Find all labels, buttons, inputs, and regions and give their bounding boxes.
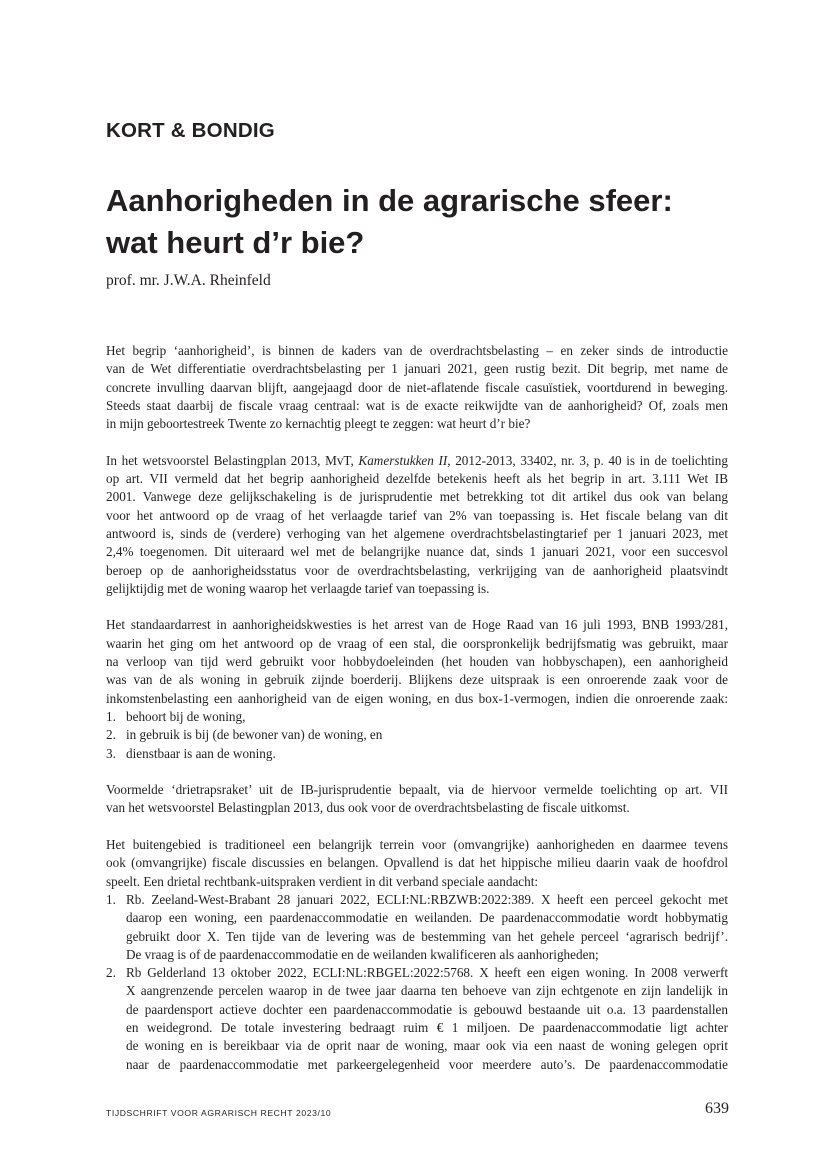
text-line: daarop een woning, een paardenaccommodatie en weilanden. De paardenaccommodatie wordt hobbymatig (126, 910, 728, 926)
list-text (126, 964, 728, 1074)
title-line-1: Aanhorigheden in de agrarische sfeer: (106, 183, 673, 218)
text-line: was van de als woning in gebruik zijnde boerderij. Blijkens deze uitspraak is een onroerende zaak voor de (106, 672, 728, 688)
text-line: Steeds staat daarbij de fiscale vraag centraal: wat is de exacte reikwijdte van de aanhorigheid? Of, zoals men (106, 397, 728, 413)
paragraph-intro (106, 342, 728, 433)
text-line (106, 452, 728, 470)
criteria-list (106, 708, 728, 763)
text-line: speelt. Een drietal rechtbank-uitspraken verdient in dit verband speciale aandacht: (106, 873, 539, 889)
author: prof. mr. J.W.A. Rheinfeld (106, 272, 271, 289)
text-line: ook (omvangrijke) fiscale discussies en belangen. Opvallend is dat het hippische milieu daarin vaak de hoofdrol (106, 855, 728, 871)
paragraph-standaardarrest (106, 616, 728, 707)
citation-emphasis: Kamerstukken II (358, 452, 448, 468)
text-line: de paardensport actieve dochter een paardenaccommodatie is gebouwd bestaande uit o.a. 13 paardenstallen (126, 1001, 728, 1017)
list-text: behoort bij de woning, (126, 708, 246, 724)
paragraph-belastingplan (106, 452, 728, 598)
text-line: Rb. Zeeland-West-Brabant 28 januari 2022, ECLI:NL:RBZWB:2022:389. X heeft een perceel gekocht met (126, 891, 728, 907)
article-title (106, 180, 746, 264)
text-line: naar de paardenaccommodatie met parkeergelegenheid voor meerdere auto’s. De paardenaccommodatie (126, 1056, 728, 1072)
text-line: gelijktijdig met de woning waarop het verlaagde tarief van toepassing is. (106, 580, 490, 596)
text-line: 2001. Vanwege deze gelijkschakeling is de jurisprudentie met betrekking tot dit artikel dus ook van belang (106, 489, 728, 505)
text-line: in mijn geboortestreek Twente zo kernachtig pleegt te zeggen: wat heurt d’r bie? (106, 416, 531, 432)
title-line-2: wat heurt d’r bie? (106, 225, 365, 260)
list-number: 2. (106, 965, 116, 981)
list-item (106, 726, 728, 744)
text-fragment: In het wetsvoorstel Belastingplan 2013, MvT, (106, 452, 359, 468)
paragraph-buitengebied (106, 836, 728, 891)
text-line: concrete invulling daarvan blijft, aangejaagd door de niet-aflatende fiscale casuïstiek, voortdurend in beweging. (106, 379, 728, 395)
text-fragment: , 2012-2013, 33402, nr. 3, p. 40 is in de toelichting (447, 452, 728, 468)
text-line: Het buitengebied is traditioneel een belangrijk terrein voor (omvangrijke) aanhorigheden en daarmee tevens (106, 837, 728, 853)
journal-footer: TIJDSCHRIFT VOOR AGRARISCH RECHT 2023/10 (106, 1108, 332, 1118)
list-number: 3. (106, 745, 116, 761)
list-text: in gebruik is bij (de bewoner van) de woning, en (126, 727, 383, 743)
list-item (106, 964, 728, 1074)
list-item (106, 891, 728, 964)
paragraph-drietrapsraket (106, 781, 728, 818)
text-line: gebruikt door X. Ten tijde van de levering was de bestemming van het gehele perceel ‘agrarisch bedrijf’. (126, 928, 728, 944)
text-line: van de Wet differentiatie overdrachtsbelasting per 1 januari 2021, geen rustig bezit. Dit begrip, met name de (106, 361, 728, 377)
text-line: van het wetsvoorstel Belastingplan 2013, dus ook voor de overdrachtsbelasting de fiscale uitkomst. (106, 800, 630, 816)
text-line: X aangrenzende percelen waarop in de twee jaar daarna ten behoeve van zijn echtgenote en zijn landelijk in (126, 983, 728, 999)
text-line: na verloop van tijd werd gebruikt voor hobbydoeleinden (het houden van hobbyschapen), een aanhorigheid (106, 654, 728, 670)
text-line: en weidegrond. De totale investering bedraagt ruim € 1 miljoen. De paardenaccommodatie ligt achter (126, 1019, 728, 1035)
text-line: Voormelde ‘drietrapsraket’ uit de IB-jurisprudentie bepaalt, via de hiervoor vermelde toelichting op art. VII (106, 782, 728, 798)
text-line: inkomstenbelasting een aanhorigheid van de eigen woning, en dus box-1-vermogen, indien die onroerende zaak: (106, 690, 728, 706)
list-number: 1. (106, 891, 116, 907)
list-text: dienstbaar is aan de woning. (126, 745, 276, 761)
text-line: beroep op de aanhorigheidsstatus voor de overdrachtsbelasting, verkrijging van de aanhorigheid plaatsvindt (106, 562, 728, 578)
article-body (106, 342, 728, 1074)
list-number: 1. (106, 708, 116, 724)
text-line: antwoord is, sinds de (verdere) verhoging van het algemene overdrachtsbelastingtarief per 1 januari 2023, met (106, 525, 728, 541)
text-line: 2,4% toegenomen. Dit uiteraard wel met de belangrijke nuance dat, sinds 1 januari 2021, voor een succesvol (106, 544, 728, 560)
page-number: 639 (705, 1100, 729, 1117)
text-line: Het begrip ‘aanhorigheid’, is binnen de kaders van de overdrachtsbelasting – en zeker sinds de introductie (106, 343, 728, 358)
text-line: De vraag is of de paardenaccommodatie en de weilanden kwalificeren als aanhorigheden; (126, 946, 599, 962)
list-item (106, 745, 728, 763)
text-line: waarin het ging om het antwoord op de vraag of een stal, die oorspronkelijk bedrijfsmatig was gebruikt, maar (106, 635, 728, 651)
text-line: Rb Gelderland 13 oktober 2022, ECLI:NL:RBGEL:2022:5768. X heeft een eigen woning. In 2008 verwerft (126, 965, 728, 981)
text-line: op art. VII vermeld dat het begrip aanhorigheid dezelfde betekenis heeft als het begrip in art. 3.111 Wet IB (106, 471, 728, 487)
text-line: voor het antwoord op de vraag of het verlaagde tarief van 2% van toepassing is. Het fiscale belang van dit (106, 507, 728, 523)
text-line: Het standaardarrest in aanhorigheidskwesties is het arrest van de Hoge Raad van 16 juli 1993, BNB 1993/281, (106, 617, 728, 633)
section-label: KORT & BONDIG (106, 119, 275, 142)
list-number: 2. (106, 727, 116, 743)
list-text (126, 891, 728, 964)
text-line: de woning en is bereikbaar via de oprit naar de woning, maar ook via een naast de woning gelegen oprit (126, 1038, 728, 1054)
case-list (106, 891, 728, 1074)
list-item (106, 708, 728, 726)
